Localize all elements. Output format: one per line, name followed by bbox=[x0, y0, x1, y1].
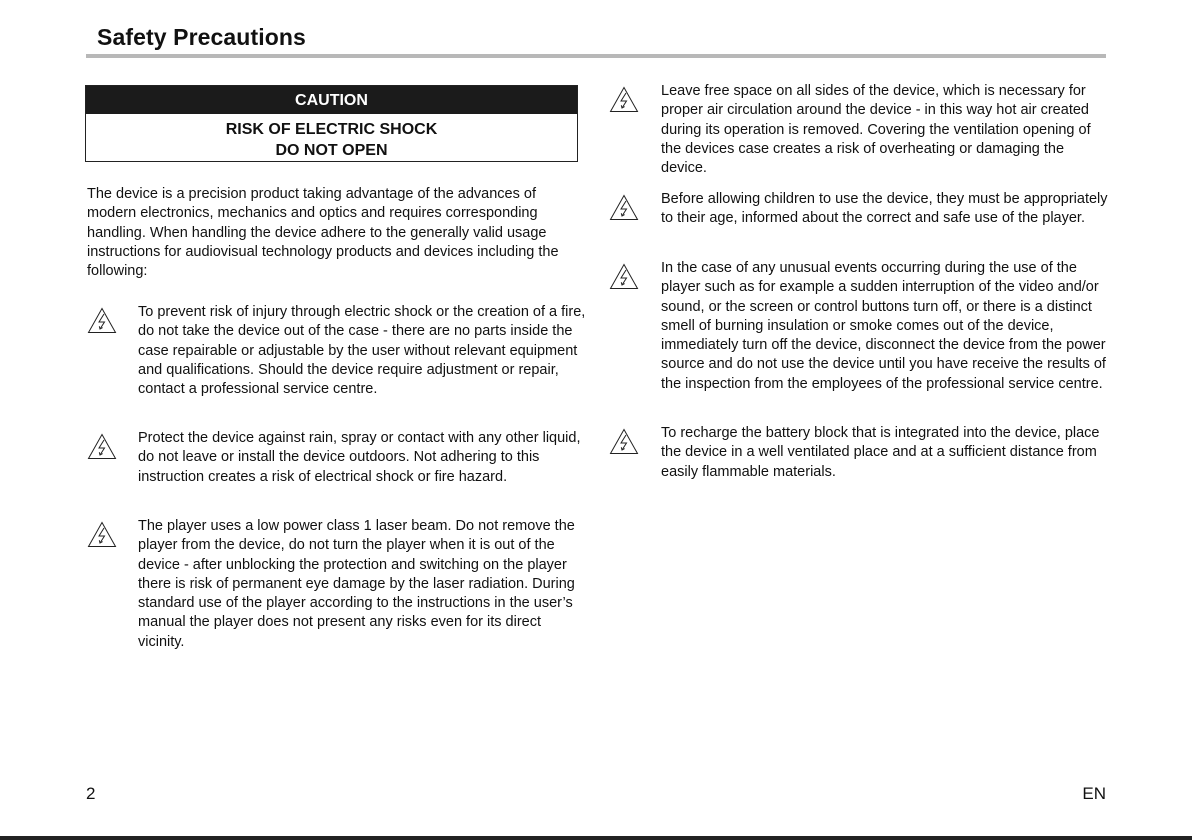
intro-paragraph: The device is a precision product taking advantage of the advances of modern electronics, mechanics and optics and requires corresponding handling. When handling the device adhere to the generally valid usage instructions for audiovisual technology products and devices including the following: bbox=[87, 186, 559, 280]
safety-item-text: The player uses a low power class 1 laser beam. Do not remove the player from the device, do not turn the player when it is out of the device - after unblocking the protection and switching on the player there is risk of permanent eye damage by the laser radiation. During standard use of the player according to the instructions in the user’s manual the player does not present any risks even for its direct vicinity. bbox=[138, 518, 575, 650]
caution-heading: CAUTION bbox=[86, 86, 577, 114]
electric-shock-warning-icon bbox=[609, 86, 639, 113]
electric-shock-warning-icon bbox=[87, 521, 117, 548]
safety-item-text: Protect the device against rain, spray or contact with any other liquid, do not leave or install the device outdoors. Not adhering to this instruction creates a risk of electrical shock or fire hazard. bbox=[138, 430, 581, 485]
electric-shock-warning-icon bbox=[87, 307, 117, 334]
caution-line-2: DO NOT OPEN bbox=[275, 142, 388, 159]
safety-item-text: In the case of any unusual events occurring during the use of the player such as for example a sudden interruption of the video and/or sound, or the screen or control buttons turn off, or there is a distinct smell of burning insulation or smoke comes out of the device, immediately turn off the device, disconnect the device from the power source and do not use the device until you have receive the results of the inspection from the employees of the professional service centre. bbox=[661, 260, 1106, 392]
safety-item bbox=[87, 517, 587, 657]
bottom-border bbox=[0, 836, 1192, 840]
electric-shock-warning-icon bbox=[609, 194, 639, 221]
electric-shock-warning-icon bbox=[609, 428, 639, 455]
safety-item bbox=[609, 190, 1109, 250]
safety-item bbox=[609, 424, 1109, 484]
safety-item bbox=[609, 259, 1109, 419]
electric-shock-warning-icon bbox=[87, 433, 117, 460]
page-title: Safety Precautions bbox=[97, 24, 306, 50]
safety-item bbox=[87, 429, 587, 509]
safety-item bbox=[609, 82, 1109, 182]
safety-item-text: Before allowing children to use the device, they must be appropriately to their age, informed about the correct and safe use of the player. bbox=[661, 191, 1108, 227]
page-number: 2 bbox=[86, 784, 96, 803]
electric-shock-warning-icon bbox=[609, 263, 639, 290]
caution-box bbox=[85, 85, 578, 162]
title-divider bbox=[86, 54, 1106, 58]
safety-item-text: To recharge the battery block that is integrated into the device, place the device in a well ventilated place and at a sufficient distance from easily flammable materials. bbox=[661, 425, 1100, 480]
safety-item-text: To prevent risk of injury through electric shock or the creation of a fire, do not take the device out of the case - there are no parts inside the case repairable or adjustable by the user without relevant equipment and qualifications. Should the device require adjustment or repair, contact a professional service centre. bbox=[138, 304, 586, 398]
safety-item bbox=[87, 303, 587, 423]
caution-line-1: RISK OF ELECTRIC SHOCK bbox=[225, 121, 438, 138]
safety-item-text: Leave free space on all sides of the device, which is necessary for proper air circulation around the device - in this way hot air created during its operation is removed. Covering the ventilation opening of the devices case creates a risk of overheating or damaging the device. bbox=[661, 83, 1091, 177]
language-code: EN bbox=[1082, 784, 1106, 803]
